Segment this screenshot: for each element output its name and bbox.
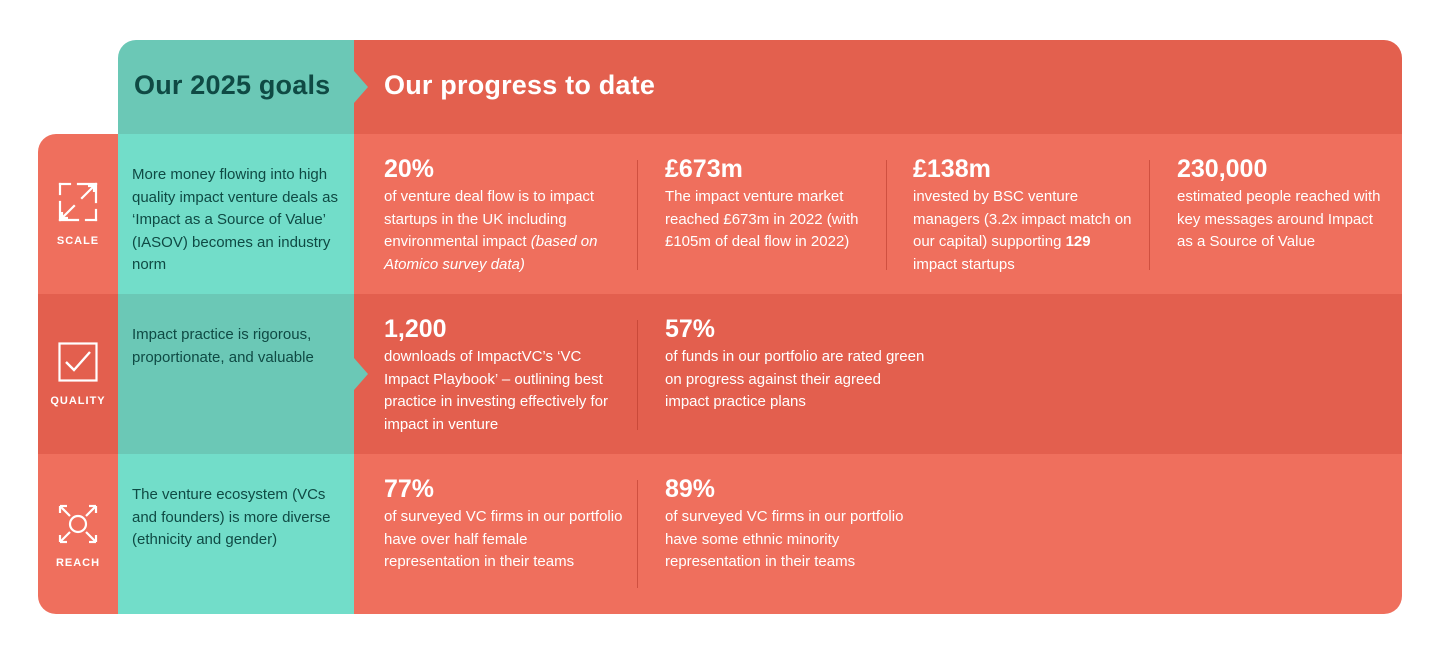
expand-arrows-icon: [58, 182, 98, 222]
stat-reach-2: [665, 474, 935, 574]
scale-label: SCALE: [56, 235, 100, 247]
reach-arrows-icon: [58, 504, 98, 544]
reach-label: REACH: [55, 557, 101, 569]
stat-desc: of funds in our portfolio are rated green on progress against their agreed impact practice plans: [665, 348, 925, 410]
stat-desc-note: (based on Atomico survey data): [384, 233, 598, 273]
divider: [637, 160, 638, 270]
stat-value: 77%: [384, 475, 435, 503]
goals-header-title: Our 2025 goals: [134, 70, 331, 100]
stat-scale-4: [1177, 154, 1387, 254]
quality-goal-text: Impact practice is rigorous, proportionate, and valuable: [132, 326, 314, 366]
stat-desc: The impact venture market reached £673m in 2022 (with £105m of deal flow in 2022): [665, 188, 859, 250]
quality-row-arrow: [354, 358, 368, 390]
stat-desc: of surveyed VC firms in our portfolio have over half female representation in their teams: [384, 508, 623, 570]
row-scale: [38, 134, 1402, 294]
quality-progress-cell: [354, 294, 1402, 454]
checkbox-icon: [58, 342, 98, 382]
stat-desc-tail: impact startups: [913, 255, 1015, 273]
quality-label: QUALITY: [50, 395, 106, 407]
divider: [1149, 160, 1150, 270]
stat-desc: [913, 186, 1138, 276]
stat-quality-2: [665, 314, 925, 414]
stat-desc: [384, 186, 624, 276]
stat-scale-3: [913, 154, 1138, 276]
quality-goal-cell: [118, 294, 354, 454]
reach-label-cell: [38, 454, 118, 614]
stat-desc: estimated people reached with key messages around Impact as a Source of Value: [1177, 188, 1381, 250]
scale-label-cell: [38, 134, 118, 294]
stat-scale-2: [665, 154, 875, 254]
divider: [637, 320, 638, 430]
stat-value: 230,000: [1177, 155, 1268, 183]
stat-desc-highlight: 129: [1065, 233, 1091, 250]
header-arrow: [354, 71, 368, 103]
reach-progress-cell: [354, 454, 1402, 614]
reach-goal-text: The venture ecosystem (VCs and founders) is more diverse (ethnicity and gender): [132, 486, 331, 548]
scale-progress-cell: [354, 134, 1402, 294]
stat-value: 1,200: [384, 315, 447, 343]
stat-desc: downloads of ImpactVC’s ‘VC Impact Playbook’ – outlining best practice in investing effectively for impact in venture: [384, 348, 608, 433]
stat-desc-text: invested by BSC venture managers (3.2x impact match on our capital) supporting: [913, 188, 1132, 250]
stat-quality-1: [384, 314, 624, 436]
divider: [886, 160, 887, 270]
scale-goal-cell: [118, 134, 354, 294]
stat-scale-1: [384, 154, 624, 276]
reach-goal-cell: [118, 454, 354, 614]
stat-value: 20%: [384, 155, 435, 183]
stat-value: 89%: [665, 475, 716, 503]
stat-value: 57%: [665, 315, 716, 343]
stat-desc-text: of venture deal flow is to impact startups in the UK including environmental impact: [384, 188, 595, 250]
progress-header: [354, 40, 1402, 134]
divider: [637, 480, 638, 588]
quality-label-cell: [38, 294, 118, 454]
goals-header: [118, 40, 354, 134]
scale-goal-text: More money flowing into high quality impact venture deals as ‘Impact as a Source of Value’ (IASOV) becomes an industry norm: [132, 166, 338, 273]
row-reach: [38, 454, 1402, 614]
stat-value: £138m: [913, 155, 991, 183]
stat-value: £673m: [665, 155, 743, 183]
stat-desc: of surveyed VC firms in our portfolio have some ethnic minority representation in their teams: [665, 508, 904, 570]
progress-header-title: Our progress to date: [384, 70, 656, 100]
row-quality: [38, 294, 1402, 454]
stat-reach-1: [384, 474, 624, 574]
